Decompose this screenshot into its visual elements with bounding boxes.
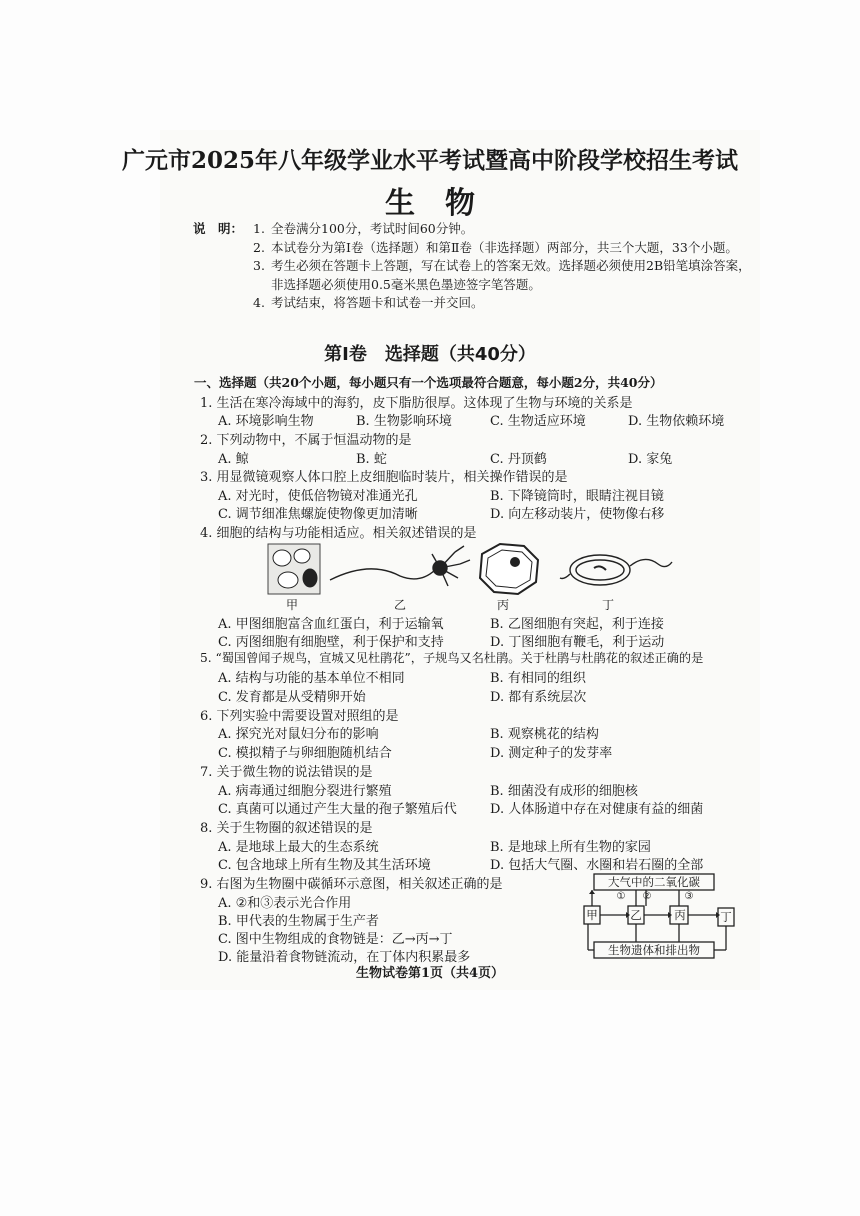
option: C. 图中生物组成的食物链是：乙→丙→丁 [218, 932, 453, 947]
arrow-label-3: ③ [684, 891, 694, 902]
option: A. 甲图细胞富含血红蛋白，利于运输氧 [218, 617, 444, 632]
option: D. 包括大气圈、水圈和岩石圈的全部 [490, 858, 704, 873]
option: C. 真菌可以通过产生大量的孢子繁殖后代 [218, 802, 457, 817]
question-stem: 7. 关于微生物的说法错误的是 [200, 765, 373, 780]
option: A. 结构与功能的基本单位不相同 [218, 671, 405, 686]
option: A. 探究光对鼠妇分布的影响 [218, 727, 379, 742]
option: C. 模拟精子与卵细胞随机结合 [218, 746, 392, 761]
figure-label: 乙 [394, 598, 407, 612]
instruction-num: 2. [253, 239, 265, 255]
option: D. 丁图细胞有鞭毛，利于运动 [490, 635, 665, 650]
section-title: 第Ⅰ卷 选择题（共40分） [324, 344, 536, 365]
option: D. 都有系统层次 [490, 690, 587, 705]
option: A. ②和③表示光合作用 [218, 896, 352, 911]
option: B. 有相同的组织 [490, 671, 586, 686]
node-jia: 甲 [586, 908, 598, 922]
question-stem: 9. 右图为生物圈中碳循环示意图，相关叙述正确的是 [200, 877, 503, 892]
option: A. 环境影响生物 [218, 414, 314, 429]
arrow-label-2: ② [642, 891, 652, 902]
option: B. 观察桃花的结构 [490, 727, 599, 742]
option: C. 丹顶鹤 [490, 452, 547, 467]
instruction-num: 3. [253, 258, 265, 273]
option: D. 人体肠道中存在对健康有益的细菌 [490, 802, 704, 817]
option: C. 生物适应环境 [490, 414, 586, 429]
instruction-num: 4. [253, 295, 265, 310]
instruction-text: 本试卷分为第Ⅰ卷（选择题）和第Ⅱ卷（非选择题）两部分，共三个大题，33个小题。 [271, 239, 738, 255]
neuron-figure [330, 546, 470, 586]
page-footer: 生物试卷第1页（共4页） [355, 966, 505, 981]
node-bing: 丙 [674, 908, 686, 922]
option: B. 蛇 [356, 452, 387, 467]
option: A. 对光时，使低倍物镜对准通光孔 [218, 489, 418, 504]
instruction-item [253, 257, 753, 294]
option: B. 甲代表的生物属于生产者 [218, 914, 379, 929]
figure-label: 丁 [602, 598, 615, 612]
remains-label: 生物遗体和排出物 [608, 943, 700, 957]
instruction-text: 全卷满分100分，考试时间60分钟。 [271, 221, 474, 236]
figure-label: 甲 [286, 598, 299, 612]
instruction-item [253, 220, 753, 239]
option: B. 细菌没有成形的细胞核 [490, 784, 638, 799]
question-stem: 2. 下列动物中，不属于恒温动物的是 [200, 433, 412, 448]
option: D. 能量沿着食物链流动，在丁体内积累最多 [218, 950, 471, 965]
option: D. 测定种子的发芽率 [490, 746, 613, 761]
question-stem: 5. “蜀国曾闻子规鸟，宣城又见杜鹃花”，子规鸟又名杜鹃。关于杜鹃与杜鹃花的叙述正确的是 [200, 651, 704, 665]
option: D. 家兔 [628, 452, 673, 467]
instruction-item [253, 294, 753, 313]
bacterium-figure [560, 555, 672, 585]
option: D. 生物依赖环境 [628, 414, 725, 429]
option: A. 病毒通过细胞分裂进行繁殖 [218, 784, 392, 799]
node-ding: 丁 [720, 910, 732, 924]
subject-title: 生 物 [385, 186, 475, 221]
figure-label: 丙 [497, 598, 510, 612]
instruction-num: 1. [253, 221, 265, 236]
option: A. 是地球上最大的生态系统 [218, 840, 379, 855]
option: C. 包含地球上所有生物及其生活环境 [218, 858, 431, 873]
question-stem: 4. 细胞的结构与功能相适应。相关叙述错误的是 [200, 526, 477, 541]
option: C. 丙图细胞有细胞壁，利于保护和支持 [218, 635, 444, 650]
plant-cell-figure [480, 544, 538, 594]
question-stem: 6. 下列实验中需要设置对照组的是 [200, 709, 399, 724]
exam-title: 广元市2025年八年级学业水平考试暨高中阶段学校招生考试 [121, 147, 738, 174]
instruction-text: 考生必须在答题卡上答题，写在试卷上的答案无效。选择题必须使用2B铅笔填涂答案，非选择题必须使用0.5毫米黑色墨迹签字笔答题。 [271, 258, 751, 292]
atmosphere-co2-label: 大气中的二氧化碳 [608, 875, 700, 889]
option: B. 下降镜筒时，眼睛注视目镜 [490, 489, 664, 504]
question-stem: 8. 关于生物圈的叙述错误的是 [200, 821, 373, 836]
question-stem: 1. 生活在寒冷海域中的海豹，皮下脂肪很厚。这体现了生物与环境的关系是 [200, 396, 633, 411]
option: B. 生物影响环境 [356, 414, 452, 429]
instruction-item [253, 239, 753, 258]
instruction-text: 考试结束，将答题卡和试卷一并交回。 [271, 295, 484, 310]
red-blood-cell-figure [268, 544, 320, 594]
question-stem: 3. 用显微镜观察人体口腔上皮细胞临时装片，相关操作错误的是 [200, 470, 568, 485]
option: B. 是地球上所有生物的家园 [490, 840, 651, 855]
option: B. 乙图细胞有突起，利于连接 [490, 617, 664, 632]
arrow-label-1: ① [616, 891, 626, 902]
cell-figures [260, 540, 680, 600]
option: C. 调节细准焦螺旋使物像更加清晰 [218, 507, 418, 522]
node-yi: 乙 [630, 908, 642, 922]
option: D. 向左移动装片，使物像右移 [490, 507, 665, 522]
option: A. 鲸 [218, 452, 249, 467]
part-heading: 一、选择题（共20个小题，每小题只有一个选项最符合题意，每小题2分，共40分） [194, 375, 663, 390]
instructions-label: 说 明： [193, 221, 244, 236]
option: C. 发育都是从受精卵开始 [218, 690, 366, 705]
